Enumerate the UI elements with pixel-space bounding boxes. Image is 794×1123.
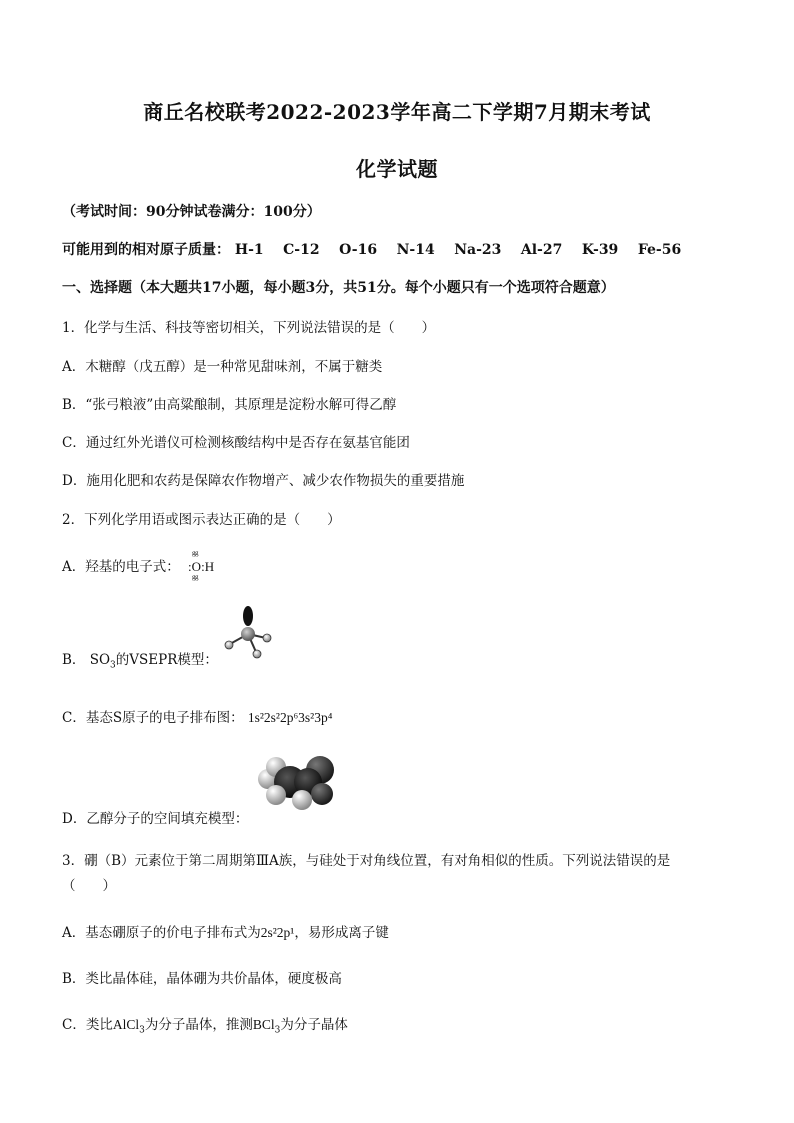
option-c-label: C．基态S原子的电子排布图： <box>62 710 244 726</box>
lewis-dots-bottom: gg <box>192 573 199 581</box>
atomic-mass-item: K-39 <box>581 242 619 258</box>
bcl3-formula: BCl <box>252 1017 275 1032</box>
atomic-masses-label: 可能用到的相对原子质量： <box>62 242 230 258</box>
question-2-option-d: D．乙醇分子的空间填充模型： <box>62 811 249 827</box>
so3-vsepr-model-figure <box>218 604 278 664</box>
question-1-stem: 1．化学与生活、科技等密切相关，下列说法错误的是（ ） <box>62 320 436 336</box>
oxygen-atom <box>263 634 271 642</box>
atomic-mass-item: H-1 <box>234 242 264 258</box>
exam-info: （考试时间：90分钟试卷满分：100分） <box>62 204 321 220</box>
question-2-option-b <box>62 648 218 671</box>
question-3-stem-line-1: 3．硼（B）元素位于第二周期第ⅢA族，与硅处于对角线位置，有对角相似的性质。下列说法错误的是 <box>62 853 671 869</box>
atomic-mass-item: Na-23 <box>454 242 502 258</box>
question-3-option-c <box>62 1013 348 1036</box>
option-a-label: A．羟基的电子式： <box>62 559 180 575</box>
option-c-mid: 为分子晶体，推测 <box>144 1017 253 1033</box>
question-1-option-c: C．通过红外光谱仪可检测核酸结构中是否存在氨基官能团 <box>62 435 410 451</box>
lewis-oxygen: O <box>191 559 202 574</box>
option-b-suffix: 的VSEPR模型： <box>115 652 218 668</box>
option-c-suffix: 为分子晶体 <box>280 1017 348 1033</box>
question-3-option-b: B．类比晶体硅，晶体硼为共价晶体，硬度极高 <box>62 971 342 987</box>
question-3-stem-line-2: （ ） <box>62 878 116 894</box>
so3-subscript: 3 <box>110 660 116 671</box>
question-1-option-b: B．“张弓粮液”由高粱酿制，其原理是淀粉水解可得乙醇 <box>62 397 397 413</box>
lewis-dots-top: gg <box>192 549 199 557</box>
lewis-hydrogen: H <box>204 559 215 574</box>
hydrogen-atom <box>311 783 333 805</box>
hydrogen-atom <box>292 790 312 810</box>
option-a-prefix: A．基态硼原子的价电子排布式为 <box>62 925 261 941</box>
alcl3-subscript: 3 <box>139 1025 145 1036</box>
sulfur-atom <box>241 627 255 641</box>
question-2-option-a <box>62 549 215 581</box>
atomic-mass-item: Fe-56 <box>637 242 682 258</box>
page-title: 商丘名校联考2022-2023学年高二下学期7月期末考试 <box>143 100 651 124</box>
sulfur-electron-config: 1s²2s²2p⁶3s²3p⁴ <box>247 710 333 725</box>
question-1-option-d: D．施用化肥和农药是保障农作物增产、减少农作物损失的重要措施 <box>62 473 465 489</box>
atomic-masses-line <box>62 239 681 259</box>
section-header: 一、选择题（本大题共17小题，每小题3分，共51分。每个小题只有一个选项符合题意） <box>62 280 615 296</box>
hydrogen-atom <box>266 785 286 805</box>
oxygen-atom <box>225 641 233 649</box>
oxygen-atom <box>253 650 261 658</box>
bcl3-subscript: 3 <box>274 1025 281 1036</box>
ethanol-space-filling-model-figure <box>250 750 350 814</box>
hydroxyl-electron-formula: gg :O:H gg <box>188 549 215 581</box>
atomic-mass-item: C-12 <box>283 242 320 258</box>
option-a-suffix: ，易形成离子键 <box>294 925 389 941</box>
option-b-label: B． <box>62 652 86 668</box>
lone-pair-lobe <box>243 606 253 626</box>
alcl3-formula: AlCl <box>112 1017 140 1032</box>
question-2-stem: 2．下列化学用语或图示表达正确的是（ ） <box>62 512 341 528</box>
option-c-prefix: C．类比 <box>62 1017 113 1033</box>
question-2-option-c <box>62 706 332 726</box>
so3-formula: SO <box>89 652 111 668</box>
boron-valence-config: 2s²2p¹ <box>260 925 295 940</box>
atomic-mass-item: O-16 <box>339 242 378 258</box>
atomic-mass-item: Al-27 <box>520 242 563 258</box>
page-subtitle: 化学试题 <box>356 157 438 181</box>
atomic-mass-item: N-14 <box>396 242 435 258</box>
question-3-option-a <box>62 921 389 941</box>
question-1-option-a: A．木糖醇（戊五醇）是一种常见甜味剂，不属于糖类 <box>62 359 383 375</box>
